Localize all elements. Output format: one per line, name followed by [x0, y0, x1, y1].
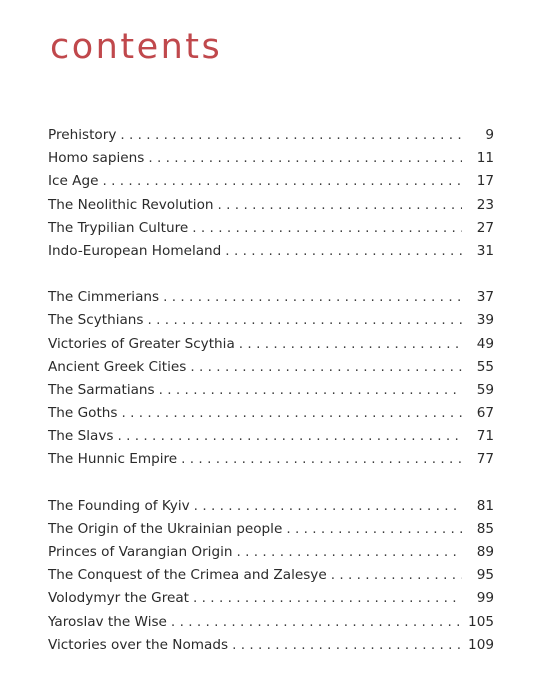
dot-leader — [102, 170, 462, 193]
dot-leader — [286, 518, 462, 541]
toc-entry[interactable] — [48, 541, 494, 564]
toc-entry[interactable] — [48, 194, 494, 217]
toc-entry-title: The Scythians — [48, 312, 144, 329]
toc-entry[interactable] — [48, 217, 494, 240]
toc-entry-title: Victories over the Nomads — [48, 636, 229, 653]
dot-leader — [194, 495, 462, 518]
toc-page-number: 67 — [476, 405, 494, 422]
toc-entry[interactable] — [48, 309, 494, 332]
toc-page-number: 59 — [476, 381, 494, 398]
dot-leader — [117, 425, 462, 448]
toc-entry-title: The Founding of Kyiv — [48, 497, 190, 514]
toc-entry-title: The Slavs — [48, 428, 114, 445]
dot-leader — [232, 634, 462, 657]
dot-leader — [239, 333, 462, 356]
dot-leader — [163, 286, 462, 309]
toc-entry[interactable] — [48, 124, 494, 147]
toc-entry[interactable] — [48, 379, 494, 402]
toc-entry[interactable] — [48, 170, 494, 193]
toc-page-number: 105 — [468, 613, 494, 630]
toc-entry-title: The Origin of the Ukrainian people — [48, 520, 283, 537]
toc-page-number: 23 — [476, 196, 494, 213]
dot-leader — [171, 611, 462, 634]
toc-entry[interactable] — [48, 425, 494, 448]
toc-entry[interactable] — [48, 240, 494, 263]
toc-entry[interactable] — [48, 611, 494, 634]
toc-entry[interactable] — [48, 634, 494, 657]
table-of-contents — [48, 124, 494, 657]
toc-entry-title: The Hunnic Empire — [48, 451, 178, 468]
toc-page-number: 49 — [476, 335, 494, 352]
toc-page-number: 81 — [476, 497, 494, 514]
toc-group — [48, 286, 494, 472]
toc-entry[interactable] — [48, 587, 494, 610]
dot-leader — [148, 147, 462, 170]
toc-entry[interactable] — [48, 448, 494, 471]
toc-entry-title: The Trypilian Culture — [48, 219, 189, 236]
toc-page-number: 85 — [476, 520, 494, 537]
dot-leader — [120, 124, 462, 147]
dot-leader — [331, 564, 462, 587]
toc-page-number: 37 — [476, 289, 494, 306]
toc-entry-title: Victories of Greater Scythia — [48, 335, 235, 352]
dot-leader — [236, 541, 462, 564]
toc-page-number: 39 — [476, 312, 494, 329]
dot-leader — [192, 217, 462, 240]
toc-entry[interactable] — [48, 286, 494, 309]
dot-leader — [190, 356, 462, 379]
dot-leader — [148, 309, 462, 332]
toc-page-number: 17 — [476, 173, 494, 190]
toc-entry-title: Prehistory — [48, 127, 117, 143]
toc-entry-title: The Neolithic Revolution — [48, 196, 214, 213]
toc-entry-title: Indo-European Homeland — [48, 242, 222, 259]
toc-entry-title: The Cimmerians — [48, 289, 160, 306]
page-title: contents — [50, 27, 223, 67]
toc-page-number: 89 — [476, 544, 494, 560]
toc-entry-title: Yaroslav the Wise — [48, 613, 167, 630]
toc-entry[interactable] — [48, 402, 494, 425]
toc-entry-title: Ice Age — [48, 173, 99, 190]
dot-leader — [159, 379, 462, 402]
toc-entry[interactable] — [48, 495, 494, 518]
dot-leader — [225, 240, 462, 263]
dot-leader — [218, 194, 462, 217]
toc-page-number: 27 — [476, 219, 494, 236]
toc-entry-title: The Sarmatians — [48, 381, 155, 398]
toc-page-number: 77 — [476, 451, 494, 468]
toc-entry-title: Ancient Greek Cities — [48, 358, 187, 375]
toc-group — [48, 124, 494, 263]
dot-leader — [181, 448, 462, 471]
toc-entry[interactable] — [48, 333, 494, 356]
toc-entry[interactable] — [48, 356, 494, 379]
toc-entry-title: Homo sapiens — [48, 150, 145, 167]
toc-page-number: 55 — [476, 358, 494, 375]
toc-page-number: 109 — [468, 636, 494, 653]
toc-page-number: 71 — [476, 428, 494, 445]
dot-leader — [121, 402, 462, 425]
toc-page-number: 9 — [485, 127, 494, 143]
toc-entry-title: Volodymyr the Great — [48, 590, 190, 607]
toc-page-number: 99 — [476, 590, 494, 607]
toc-page-number: 11 — [476, 150, 494, 167]
toc-entry-title: The Goths — [48, 405, 118, 422]
toc-entry-title: The Conquest of the Crimea and Zalesye — [48, 567, 327, 584]
toc-page-number: 95 — [476, 567, 494, 584]
toc-entry[interactable] — [48, 564, 494, 587]
toc-page-number: 31 — [476, 242, 494, 259]
dot-leader — [193, 587, 462, 610]
toc-entry[interactable] — [48, 147, 494, 170]
toc-group — [48, 495, 494, 657]
toc-entry-title: Princes of Varangian Origin — [48, 544, 233, 560]
toc-entry[interactable] — [48, 518, 494, 541]
